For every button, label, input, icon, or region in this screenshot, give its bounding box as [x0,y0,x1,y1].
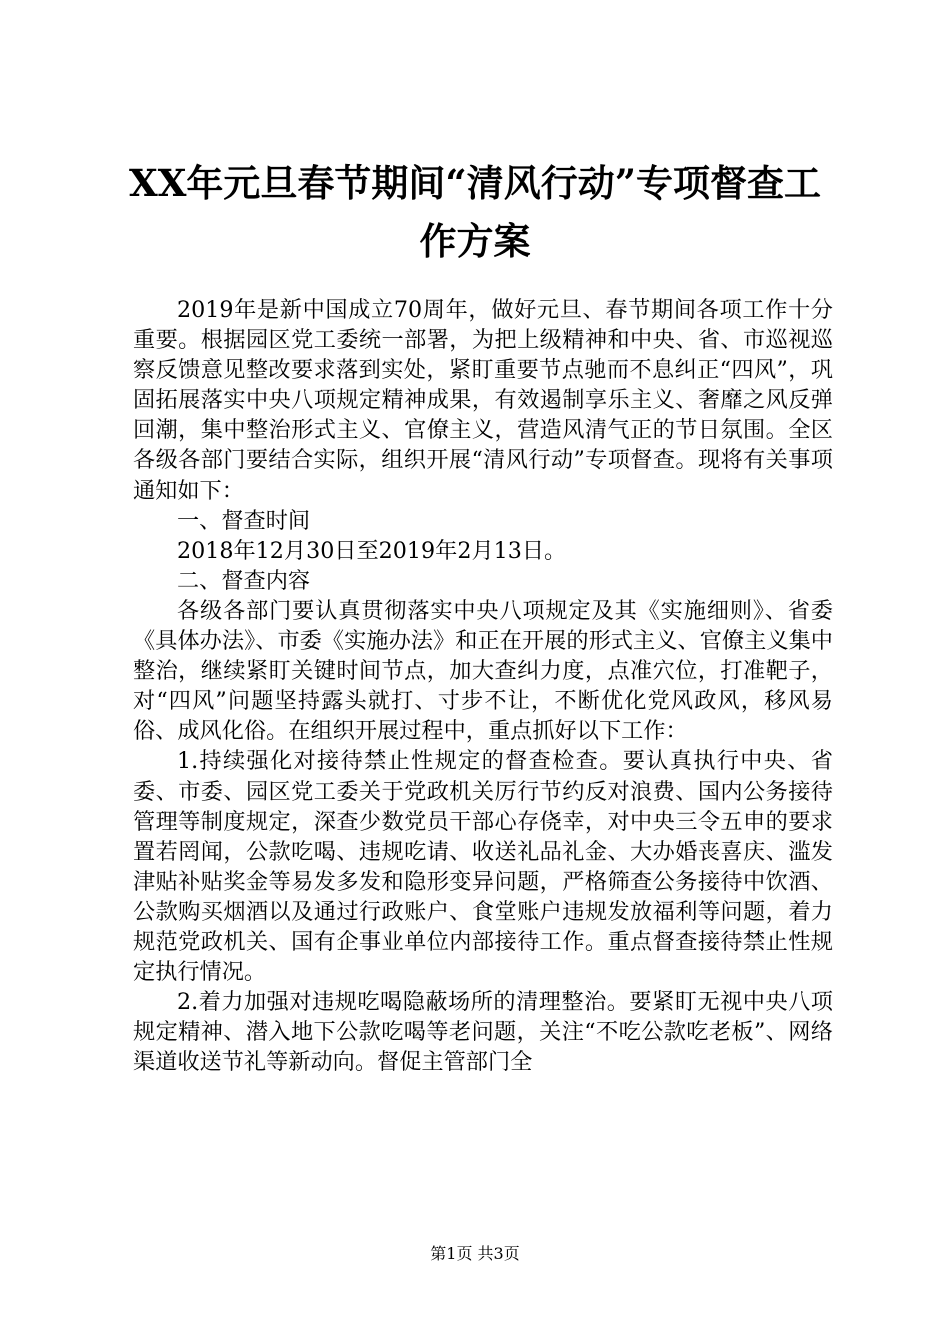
document-title-line-2: 作方案 [419,219,531,263]
content-paragraph: 各级各部门要认真贯彻落实中央八项规定及其《实施细则》、省委《具体办法》、市委《实施办法》和正在开展的形式主义、官僚主义集中整治，继续紧盯关键时间节点，加大查纠力度，点准穴位，打准靶子，对“四风”问题坚持露头就打、寸步不让，不断优化党风政风，移风易俗、成风化俗。在组织开展过程中，重点抓好以下工作： [133,597,833,745]
item-2-paragraph: 2.着力加强对违规吃喝隐蔽场所的清理整治。要紧盯无视中央八项规定精神、潜入地下公款吃喝等老问题，关注“不吃公款吃老板”、网络渠道收送节礼等新动向。督促主管部门全 [133,989,833,1076]
section-heading-time: 一、督查时间 [177,507,311,534]
section-heading-content: 二、督查内容 [177,567,311,594]
intro-paragraph: 2019年是新中国成立70周年，做好元旦、春节期间各项工作十分重要。根据园区党工委统一部署，为把上级精神和中央、省、市巡视巡察反馈意见整改要求落到实处，紧盯重要节点驰而不息纠正“四风”，巩固拓展落实中央八项规定精神成果，有效遏制享乐主义、奢靡之风反弹回潮，集中整治形式主义、官僚主义，营造风清气正的节日氛围。全区各级各部门要结合实际，组织开展“清风行动”专项督查。现将有关事项通知如下： [133,297,833,504]
item-1-paragraph: 1.持续强化对接待禁止性规定的督查检查。要认真执行中央、省委、市委、园区党工委关于党政机关厉行节约反对浪费、国内公务接待管理等制度规定，深查少数党员干部心存侥幸，对中央三令五申的要求置若罔闻，公款吃喝、违规吃请、收送礼品礼金、大办婚丧喜庆、滥发津贴补贴奖金等易发多发和隐形变异问题，严格筛查公务接待中饮酒、公款购买烟酒以及通过行政账户、食堂账户违规发放福利等问题，着力规范党政机关、国有企事业单位内部接待工作。重点督查接待禁止性规定执行情况。 [133,748,833,986]
document-body [133,295,833,1077]
time-range-paragraph: 2018年12月30日至2019年2月13日。 [177,537,567,564]
page-footer: 第1页 共3页 [430,1244,520,1263]
document-title-line-1: XX年元旦春节期间“清风行动”专项督查工 [129,161,821,205]
